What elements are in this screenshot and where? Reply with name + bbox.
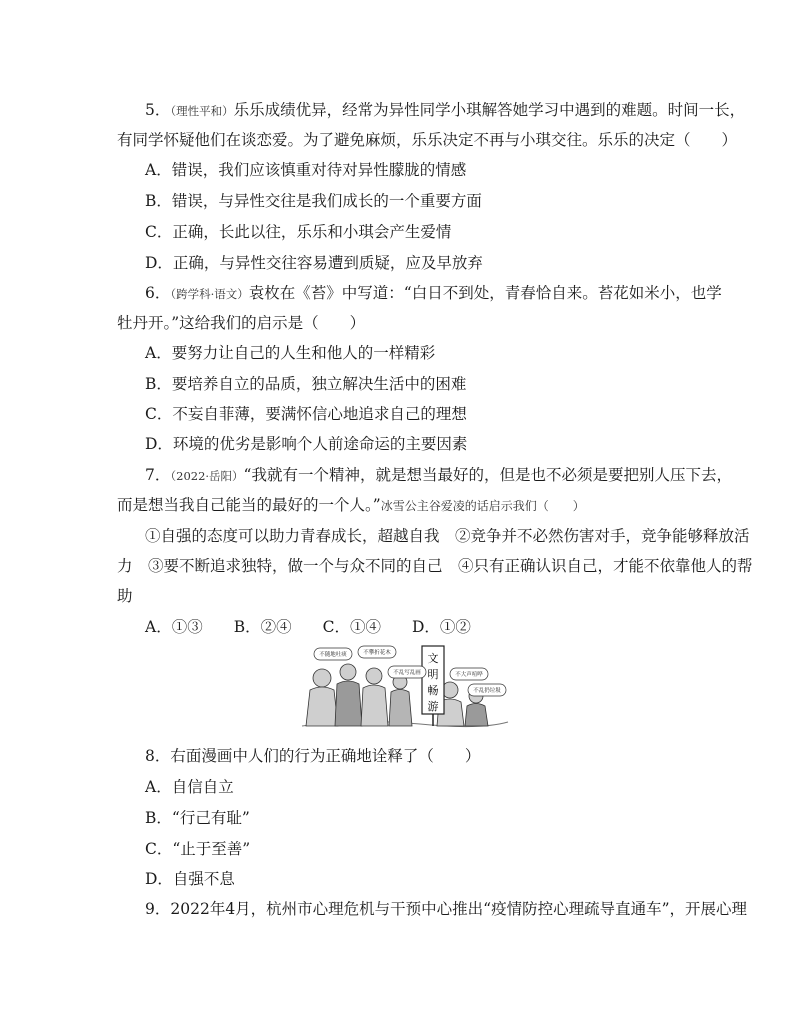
q6-option-b: B．要培养自立的品质，独立解决生活中的困难 (145, 375, 467, 393)
bubble-5: 不乱扔垃圾 (473, 688, 501, 694)
sign-char-3: 畅 (427, 684, 439, 697)
q7-statements-line2: 力 ③要不断追求独特，做一个与众不同的自己 ④只有正确认识自己，才能不依靠他人的帮 (117, 557, 753, 575)
q5-option-c: C．正确，长此以往，乐乐和小琪会产生爱情 (145, 223, 452, 241)
q7-tag: （2022·岳阳） (170, 469, 244, 483)
sign-char-2: 明 (427, 668, 439, 681)
q7-statements-line1: ①自强的态度可以助力青春成长，超越自我 ②竞争并不必然伤害对手，竞争能够释放活 (145, 527, 750, 545)
bubble-4: 不大声喧哗 (455, 672, 483, 678)
sign-char-4: 游 (427, 700, 439, 713)
q8-line1: 8．右面漫画中人们的行为正确地诠释了（ ） (145, 747, 481, 765)
q7-choices: A．①③ B．②④ C．①④ D．①② (145, 618, 471, 636)
q5-line2: 有同学怀疑他们在谈恋爱。为了避免麻烦，乐乐决定不再与小琪交往。乐乐的决定（ ） (117, 131, 738, 149)
bubble-1: 不随地吐痰 (319, 652, 347, 658)
q7-line1: 7．（2022·岳阳）“我就有一个精神，就是想当最好的，但是也不必须是要把别人压下去， (145, 466, 732, 484)
q8-option-b: B．“行己有耻” (145, 809, 250, 827)
q8-option-a: A．自信自立 (145, 778, 234, 796)
q7-line2: 而是想当我自己能当的最好的一个人。”冰雪公主谷爱凌的话启示我们（ ） (117, 496, 585, 514)
q7-statements-line3: 助 (117, 587, 133, 605)
q8-option-d: D．自强不息 (145, 870, 235, 888)
q5-option-a: A．错误，我们应该慎重对待对异性朦胧的情感 (145, 161, 467, 179)
q5-line1: 5．（理性平和）乐乐成绩优异，经常为异性同学小琪解答她学习中遇到的难题。时间一长， (145, 101, 746, 119)
q5-option-d: D．正确，与异性交往容易遭到质疑，应及早放弃 (145, 254, 483, 272)
q5-option-b: B．错误，与异性交往是我们成长的一个重要方面 (145, 192, 482, 210)
q9-line1: 9．2022年4月，杭州市心理危机与干预中心推出“疫情防控心理疏导直通车”，开展心理 (145, 900, 748, 918)
q5-tag: （理性平和） (170, 104, 234, 118)
bubble-2: 不攀折花木 (363, 650, 391, 656)
cartoon-illustration (300, 640, 510, 730)
q6-option-a: A．要努力让自己的人生和他人的一样精彩 (145, 344, 436, 362)
bubble-3: 不乱写乱画 (393, 670, 421, 676)
q6-option-d: D．环境的优劣是影响个人前途命运的主要因素 (145, 435, 468, 453)
sign-char-1: 文 (427, 652, 439, 665)
q6-option-c: C．不妄自菲薄，要满怀信心地追求自己的理想 (145, 405, 467, 423)
q6-tag: （跨学科·语文） (170, 287, 249, 301)
q6-line1: 6．（跨学科·语文）袁枚在《苔》中写道：“白日不到处，青春恰自来。苔花如米小，也学 (145, 284, 722, 302)
q8-option-c: C．“止于至善” (145, 840, 251, 858)
q6-line2: 牡丹开。”这给我们的启示是（ ） (117, 314, 366, 332)
q7-source: 冰雪公主谷爱凌的话启示我们（ ） (380, 499, 585, 513)
